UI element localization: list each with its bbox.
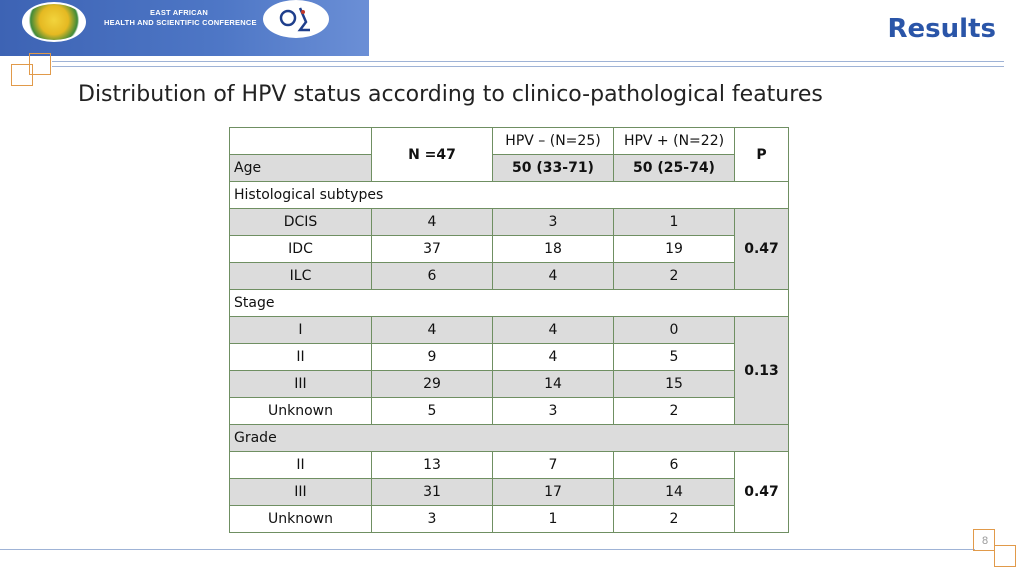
row-hpv-positive: 14 (614, 479, 735, 506)
row-n: 3 (372, 506, 493, 533)
table-row (230, 506, 789, 533)
row-hpv-negative: 18 (493, 236, 614, 263)
row-n: 37 (372, 236, 493, 263)
row-label: III (230, 479, 372, 506)
row-label: II (230, 452, 372, 479)
row-hpv-positive: 2 (614, 263, 735, 290)
row-hpv-negative: 3 (493, 209, 614, 236)
page-number: 8 (981, 535, 989, 547)
row-hpv-positive: 15 (614, 371, 735, 398)
row-hpv-positive: 0 (614, 317, 735, 344)
header-rule-top (52, 61, 1004, 62)
table-row (230, 317, 789, 344)
row-hpv-positive: 6 (614, 452, 735, 479)
table-row (230, 263, 789, 290)
header-rule-bottom (52, 66, 1004, 67)
age-row (230, 155, 789, 182)
n-total-label: N =47 (408, 146, 456, 163)
row-n: 31 (372, 479, 493, 506)
row-hpv-positive: 19 (614, 236, 735, 263)
table-row (230, 371, 789, 398)
conference-name-line2: HEALTH AND SCIENTIFIC CONFERENCE (104, 18, 257, 27)
table-row (230, 479, 789, 506)
microscope-logo-glyph-icon (276, 4, 316, 34)
p-value-stage: 0.13 (744, 362, 779, 379)
row-hpv-positive: 1 (614, 209, 735, 236)
section-header-row (230, 182, 789, 209)
row-label: III (230, 371, 372, 398)
row-hpv-negative: 17 (493, 479, 614, 506)
table-row (230, 209, 789, 236)
table-header-row (230, 128, 789, 155)
p-header-label: P (756, 146, 767, 163)
p-value-cell (735, 317, 789, 425)
row-label: Unknown (230, 398, 372, 425)
p-value-grade: 0.47 (744, 484, 779, 500)
p-header-cell (735, 128, 789, 182)
row-hpv-negative: 14 (493, 371, 614, 398)
row-n: 29 (372, 371, 493, 398)
table-row (230, 452, 789, 479)
row-label: ILC (230, 263, 372, 290)
row-label: DCIS (230, 209, 372, 236)
decor-square (11, 64, 33, 86)
row-label: IDC (230, 236, 372, 263)
row-hpv-positive: 5 (614, 344, 735, 371)
row-hpv-negative: 4 (493, 317, 614, 344)
row-label: Unknown (230, 506, 372, 533)
section-title-stage: Stage (230, 290, 789, 317)
row-label: I (230, 317, 372, 344)
microscope-logo-icon (263, 0, 329, 38)
table-row (230, 344, 789, 371)
p-value-cell (735, 209, 789, 290)
decor-square (994, 545, 1016, 567)
age-hpv-negative: 50 (33-71) (493, 155, 614, 182)
header-empty-cell (230, 128, 372, 155)
section-title-histology: Histological subtypes (230, 182, 789, 209)
section-header-row (230, 425, 789, 452)
section-title-grade: Grade (230, 425, 789, 452)
row-hpv-negative: 4 (493, 344, 614, 371)
row-n: 13 (372, 452, 493, 479)
conference-name-line1: EAST AFRICAN (150, 8, 208, 17)
row-hpv-negative: 1 (493, 506, 614, 533)
row-hpv-negative: 4 (493, 263, 614, 290)
row-hpv-positive: 2 (614, 506, 735, 533)
section-header-row (230, 290, 789, 317)
eac-emblem-icon (22, 2, 86, 42)
age-hpv-positive: 50 (25-74) (614, 155, 735, 182)
header-banner (0, 0, 369, 56)
age-label: Age (230, 155, 372, 182)
row-n: 4 (372, 317, 493, 344)
p-value-cell (735, 452, 789, 533)
hpv-negative-header: HPV – (N=25) (493, 128, 614, 155)
footer-rule (0, 549, 975, 550)
hpv-positive-header: HPV + (N=22) (614, 128, 735, 155)
slide-title: Distribution of HPV status according to clinico-pathological features (78, 82, 823, 107)
row-hpv-negative: 7 (493, 452, 614, 479)
hpv-distribution-table (229, 127, 789, 533)
row-hpv-negative: 3 (493, 398, 614, 425)
table-row (230, 236, 789, 263)
n-total-cell (372, 128, 493, 182)
row-n: 6 (372, 263, 493, 290)
section-title: Results (887, 14, 996, 44)
p-value-histology: 0.47 (744, 241, 779, 257)
row-label: II (230, 344, 372, 371)
row-n: 4 (372, 209, 493, 236)
row-n: 5 (372, 398, 493, 425)
table-row (230, 398, 789, 425)
row-hpv-positive: 2 (614, 398, 735, 425)
row-n: 9 (372, 344, 493, 371)
